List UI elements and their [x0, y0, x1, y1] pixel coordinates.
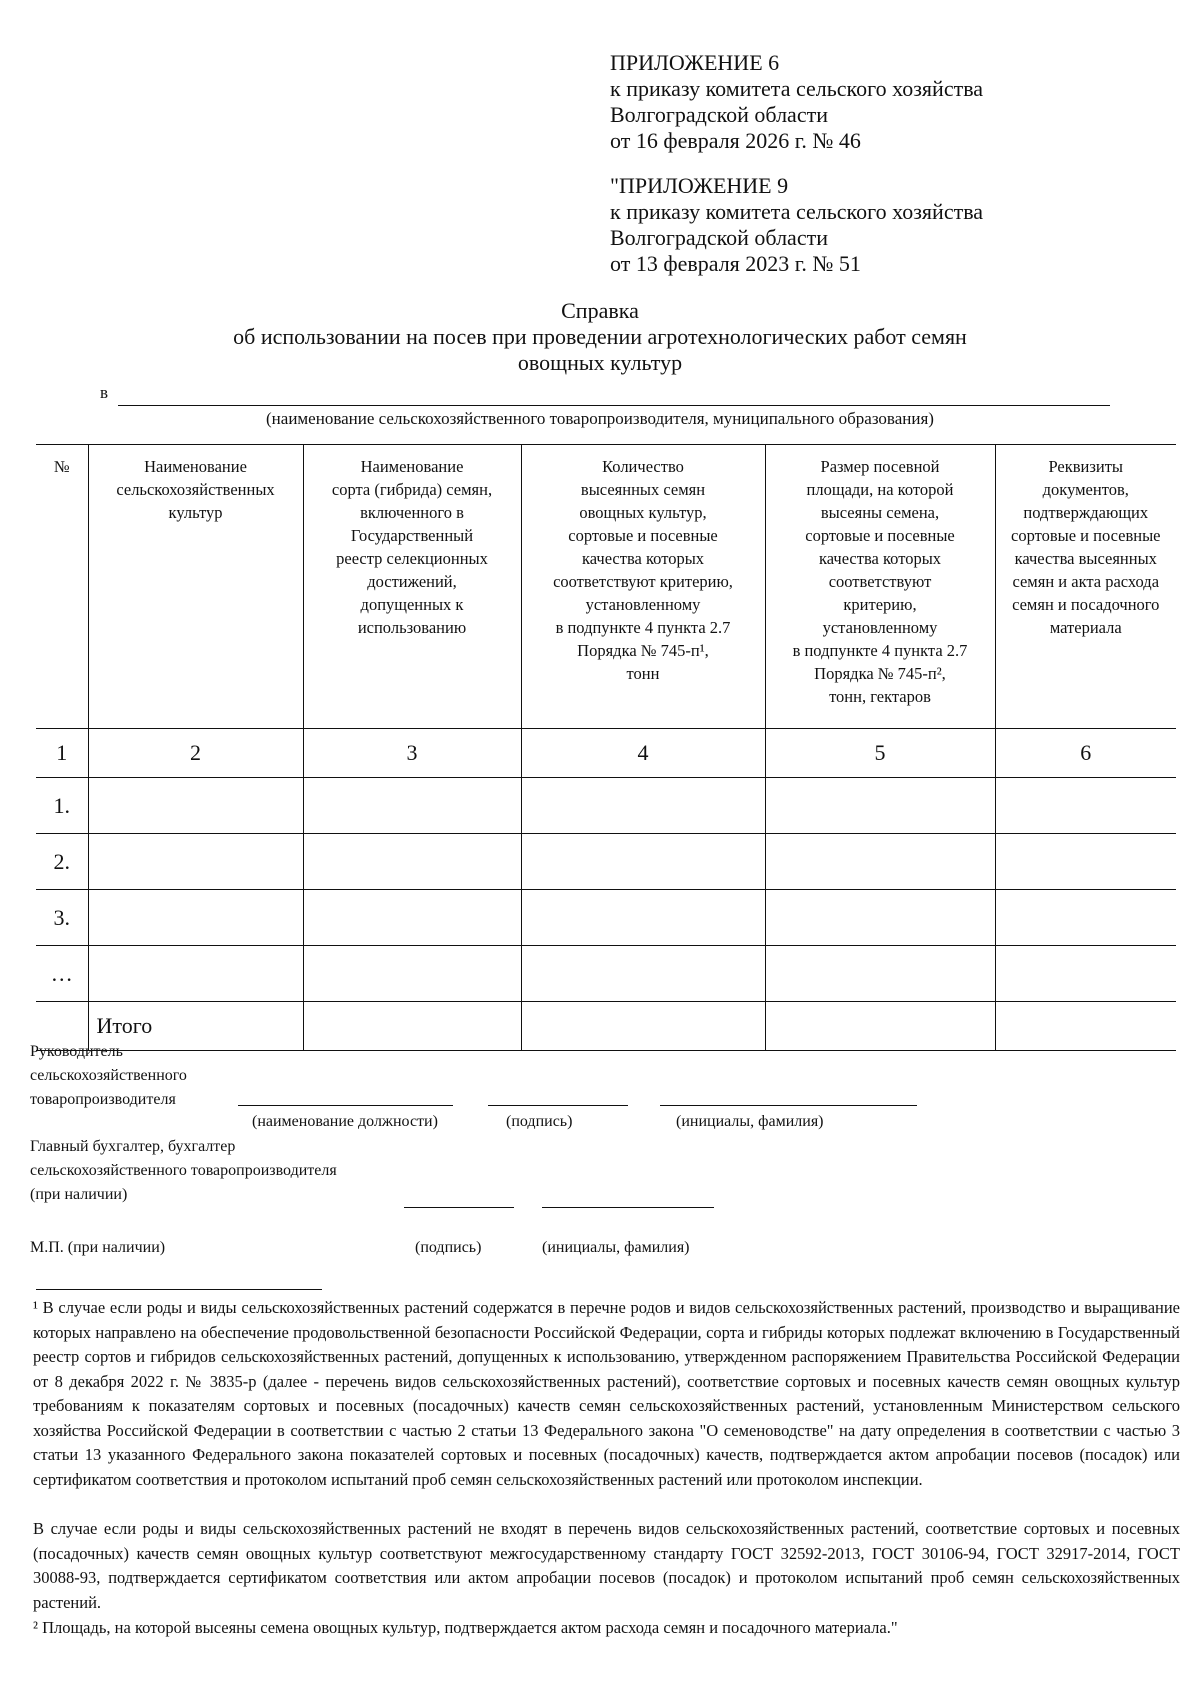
accountant-line1: Главный бухгалтер, бухгалтер — [30, 1138, 236, 1155]
table-cell[interactable] — [303, 890, 521, 946]
footnote-1a: ¹ В случае если роды и виды сельскохозяйственных растений содержатся в перечне родов и видов сельскохозяйственных растений, производство и выращивание которых направлено на обеспечение продовольственной безопасности Российской Федерации, сорта и гибриды которых подлежат включению в Государственный реестр сортов и гибридов сельскохозяйственных растений, допущенных к использованию, утвержденном распоряжением Правительства Российской Федерации от 8 декабря 2022 г. № 3835-р (далее - перечень видов сельскохозяйственных растений), соответствие сортовых и посевных качеств семян овощных культур требованиям к показателям сортовых и посевных (посадочных) качеств семян сельскохозяйственных растений, установленным Министерством сельского хозяйства Российской Федерации в соответствии с частью 2 статьи 13 Федерального закона "О семеноводстве" на дату определения в соответствии с частью 3 статьи 13 указанного Федерального закона показателей сортовых и посевных (посадочных) качеств, подтверждается актом апробации посевов (посадок) или сертификатом соответствия и протоколом испытаний проб семян сельскохозяйственных растений или протоколом инспекции. — [33, 1298, 1180, 1489]
table-cell[interactable] — [521, 946, 765, 1002]
document-title-line3: овощных культур — [517, 350, 683, 375]
table-cell[interactable] — [88, 946, 303, 1002]
header-text-line: допущенных к — [360, 595, 464, 614]
head-line3: товаропроизводителя — [30, 1091, 176, 1108]
table-row — [36, 834, 1176, 890]
accountant-title — [30, 1135, 337, 1207]
signature-line[interactable] — [488, 1105, 628, 1106]
document-title-line2: об использовании на посев при проведении агротехнологических работ семян — [233, 324, 967, 349]
header-text-line: высеянных семян — [580, 480, 706, 499]
row-number: 3. — [36, 890, 88, 946]
appendix-6-title: ПРИЛОЖЕНИЕ 6 — [610, 50, 780, 75]
header-cell-quantity — [521, 445, 765, 729]
header-text-line: документов, — [1042, 480, 1129, 499]
table-cell[interactable] — [303, 778, 521, 834]
header-text-line: качества которых — [581, 549, 705, 568]
header-lines — [89, 455, 303, 524]
appendix-9-line3: от 13 февраля 2023 г. № 51 — [610, 251, 861, 276]
table-cell[interactable] — [521, 834, 765, 890]
caption-name: (инициалы, фамилия) — [676, 1113, 824, 1130]
header-cell-area — [765, 445, 995, 729]
header-text-line: Порядка № 745-п¹, — [577, 641, 709, 660]
caption-name-2: (инициалы, фамилия) — [542, 1239, 690, 1256]
table-cell[interactable] — [995, 834, 1176, 890]
header-cell-crop — [88, 445, 303, 729]
header-text-line: высеяны семена, — [820, 503, 940, 522]
header-text-line: использованию — [357, 618, 467, 637]
header-lines — [766, 455, 995, 708]
header-text-line: Наименование — [360, 457, 464, 476]
header-text-line: тонн, гектаров — [829, 687, 931, 706]
header-text-line: соответствуют критерию, — [553, 572, 733, 591]
header-text-line: Наименование — [144, 457, 247, 476]
table-cell[interactable] — [521, 1002, 765, 1051]
column-number: 2 — [88, 729, 303, 778]
header-text-line: сортовые и посевные — [1011, 526, 1161, 545]
row-number: 1. — [36, 778, 88, 834]
table-row — [36, 890, 1176, 946]
column-number-row — [36, 729, 1176, 778]
header-lines — [36, 455, 88, 478]
column-number: 5 — [765, 729, 995, 778]
header-text-line: площади, на которой — [806, 480, 954, 499]
stamp-label: М.П. (при наличии) — [30, 1239, 166, 1256]
accountant-signature-line[interactable] — [404, 1207, 514, 1208]
position-line[interactable] — [238, 1105, 453, 1106]
table-cell[interactable] — [521, 778, 765, 834]
header-text-line: включенного в — [360, 503, 464, 522]
table-cell[interactable] — [995, 778, 1176, 834]
header-lines — [996, 455, 1177, 639]
caption-signature-2: (подпись) — [415, 1239, 482, 1256]
header-text-line: реестр селекционных — [336, 549, 488, 568]
header-text-line: семян и посадочного — [1012, 595, 1160, 614]
head-line2: сельскохозяйственного — [30, 1067, 187, 1084]
column-number: 6 — [995, 729, 1176, 778]
appendix-9-line1: к приказу комитета сельского хозяйства — [610, 199, 984, 224]
header-text-line: достижений, — [367, 572, 457, 591]
caption-position: (наименование должности) — [252, 1113, 438, 1130]
table-cell[interactable] — [88, 778, 303, 834]
header-text-line: Количество — [602, 457, 684, 476]
header-text-line: сорта (гибрида) семян, — [331, 480, 493, 499]
row-number: … — [36, 946, 88, 1002]
table-cell[interactable] — [303, 834, 521, 890]
header-text-line: культур — [168, 503, 223, 522]
header-text-line: в подпункте 4 пункта 2.7 — [792, 641, 968, 660]
table-cell[interactable] — [303, 1002, 521, 1051]
header-text-line: качества которых — [818, 549, 942, 568]
total-label: Итого — [88, 1002, 303, 1051]
table-header-row — [36, 445, 1176, 729]
recipient-caption: (наименование сельскохозяйственного товаропроизводителя, муниципального образования) — [266, 409, 934, 428]
recipient-prefix: в — [100, 383, 109, 402]
header-text-line: материала — [1049, 618, 1122, 637]
table-cell[interactable] — [303, 946, 521, 1002]
table-cell[interactable] — [765, 1002, 995, 1051]
header-text-line: Реквизиты — [1048, 457, 1124, 476]
appendix-9-block — [610, 173, 983, 277]
table-cell[interactable] — [765, 890, 995, 946]
header-lines — [522, 455, 765, 685]
header-text-line: установленному — [585, 595, 701, 614]
appendix-6-line1: к приказу комитета сельского хозяйства — [610, 76, 984, 101]
table-row — [36, 778, 1176, 834]
footnote-2: ² Площадь, на которой высеяны семена овощных культур, подтверждается актом расхода семян и посадочного материала." — [33, 1618, 898, 1637]
header-cell-number — [36, 445, 88, 729]
appendix-9-line2: Волгоградской области — [610, 225, 828, 250]
table-cell[interactable] — [521, 890, 765, 946]
table-cell[interactable] — [88, 834, 303, 890]
header-text-line: критерию, — [843, 595, 917, 614]
accountant-name-line[interactable] — [542, 1207, 714, 1208]
document-title — [0, 298, 1200, 376]
footnote-separator — [36, 1289, 322, 1290]
table-cell[interactable] — [765, 778, 995, 834]
table-cell[interactable] — [765, 946, 995, 1002]
header-text-line: сельскохозяйственных — [116, 480, 275, 499]
head-title — [30, 1040, 187, 1112]
header-text-line: подтверждающих — [1023, 503, 1149, 522]
appendix-9-title: "ПРИЛОЖЕНИЕ 9 — [610, 173, 789, 198]
seed-usage-table — [36, 444, 1176, 1051]
header-cell-documents — [995, 445, 1176, 729]
header-text-line: Государственный — [350, 526, 474, 545]
header-text-line: тонн — [626, 664, 660, 683]
appendix-6-block — [610, 50, 983, 154]
table-cell[interactable] — [765, 834, 995, 890]
header-lines — [304, 455, 521, 639]
header-cell-variety — [303, 445, 521, 729]
header-text-line: установленному — [822, 618, 938, 637]
accountant-line3: (при наличии) — [30, 1186, 128, 1203]
accountant-line2: сельскохозяйственного товаропроизводителя — [30, 1162, 337, 1179]
caption-signature: (подпись) — [506, 1113, 573, 1130]
table-cell[interactable] — [995, 946, 1176, 1002]
name-line[interactable] — [660, 1105, 917, 1106]
header-text-line: Порядка № 745-п², — [814, 664, 946, 683]
header-text-line: сортовые и посевные — [568, 526, 718, 545]
header-text-line: сортовые и посевные — [805, 526, 955, 545]
column-number: 1 — [36, 729, 88, 778]
table-cell[interactable] — [995, 890, 1176, 946]
header-text-line: в подпункте 4 пункта 2.7 — [555, 618, 731, 637]
header-text-line: семян и акта расхода — [1012, 572, 1160, 591]
row-number: 2. — [36, 834, 88, 890]
header-text-line: Размер посевной — [820, 457, 940, 476]
table-cell[interactable] — [995, 1002, 1176, 1051]
column-number: 3 — [303, 729, 521, 778]
head-line1: Руководитель — [30, 1043, 123, 1060]
header-text-line: № — [53, 457, 70, 476]
table-row — [36, 946, 1176, 1002]
header-text-line: качества высеянных — [1014, 549, 1157, 568]
appendix-6-line3: от 16 февраля 2026 г. № 46 — [610, 128, 861, 153]
column-number: 4 — [521, 729, 765, 778]
appendix-6-line2: Волгоградской области — [610, 102, 828, 127]
header-text-line: соответствуют — [828, 572, 932, 591]
total-row — [36, 1002, 1176, 1051]
recipient-fill-line[interactable] — [118, 405, 1110, 406]
footnote-1b: В случае если роды и виды сельскохозяйственных растений не входят в перечень видов сельскохозяйственных растений, соответствие сортовых и посевных (посадочных) качеств семян овощных культур соответствуют межгосударственному стандарту ГОСТ 32592-2013, ГОСТ 30106-94, ГОСТ 32917-2014, ГОСТ 30088-93, подтверждается сертификатом соответствия или актом апробации посевов (посадок) и протоколом испытаний проб семян сельскохозяйственных растений. — [33, 1519, 1180, 1612]
header-text-line: овощных культур, — [579, 503, 707, 522]
document-title-line1: Справка — [561, 298, 639, 323]
table-cell[interactable] — [88, 890, 303, 946]
